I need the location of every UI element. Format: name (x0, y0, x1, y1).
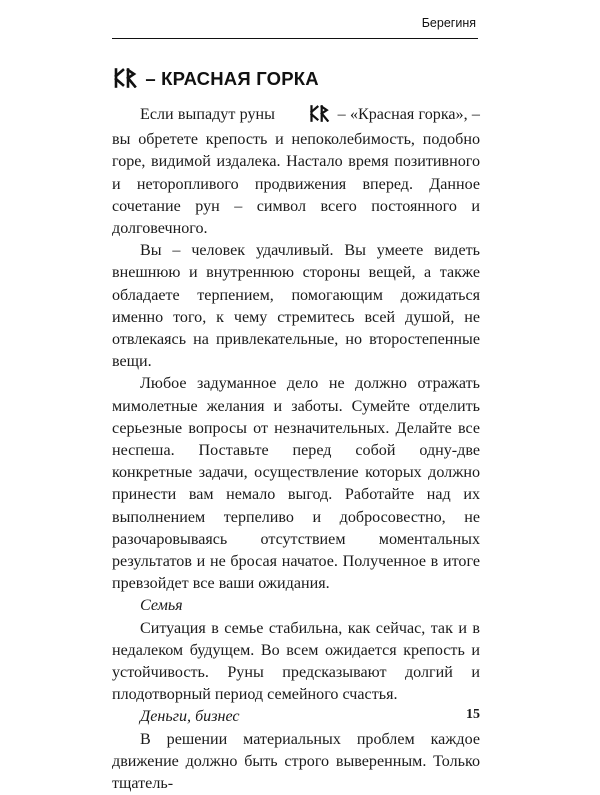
money-paragraph: В решении материальных проблем каждое движение должно быть строго выверенным. Только тщатель- (112, 730, 480, 793)
section-title-text: – КРАСНАЯ ГОРКА (145, 68, 319, 89)
intro-paragraph-1 (112, 104, 480, 240)
red-hill-rune-inline-icon (280, 105, 332, 129)
intro-paragraph-3: Любое задуманное дело не должно отражать мимолетные желания и заботы. Сумейте отделить серьезные вопросы от незначительных. Делайте все неспеша. Поставьте перед собой одну-две конкретные задачи, осуществление которых должно принести вам немало выгод. Работайте над их выполнением терпеливо и добросовестно, не разочаровываясь отсутствием моментальных результатов и не бросая начатое. Полученное в итоге превзойдет все ваши ожидания. (112, 375, 480, 593)
money-heading: Деньги, бизнес (140, 708, 240, 726)
family-paragraph: Ситуация в семье стабильна, как сейчас, так и в недалеком будущем. Во всем ожидается крепость и устойчивость. Руны предсказывают долгий и плодотворный период семейного счастья. (112, 619, 480, 704)
article-body (112, 104, 480, 795)
intro-paragraph-2: Вы – человек удачливый. Вы умеете видеть внешнюю и внутреннюю стороны вещей, а также обладаете терпением, помогающим дожидаться именно того, к чему стремитесь всей душой, не отвлекаясь на привлекательные, но второстепенные вещи. (112, 242, 480, 371)
header-rule (112, 38, 478, 39)
red-hill-rune-icon (112, 68, 140, 93)
intro-p1-before: Если выпадут руны (140, 106, 275, 123)
intro-p1-after: – «Красная горка», – вы обретете крепость и непоколебимость, подобно горе, видимой издалека. Настало время позитивного и неторопливого продвижения вперед. Данное сочетание рун – символ всего постоянного и долговечного. (112, 106, 480, 238)
running-head: Берегиня (421, 16, 476, 30)
section-title (112, 68, 492, 93)
family-heading: Семья (140, 597, 183, 615)
page-number: 15 (466, 707, 480, 722)
